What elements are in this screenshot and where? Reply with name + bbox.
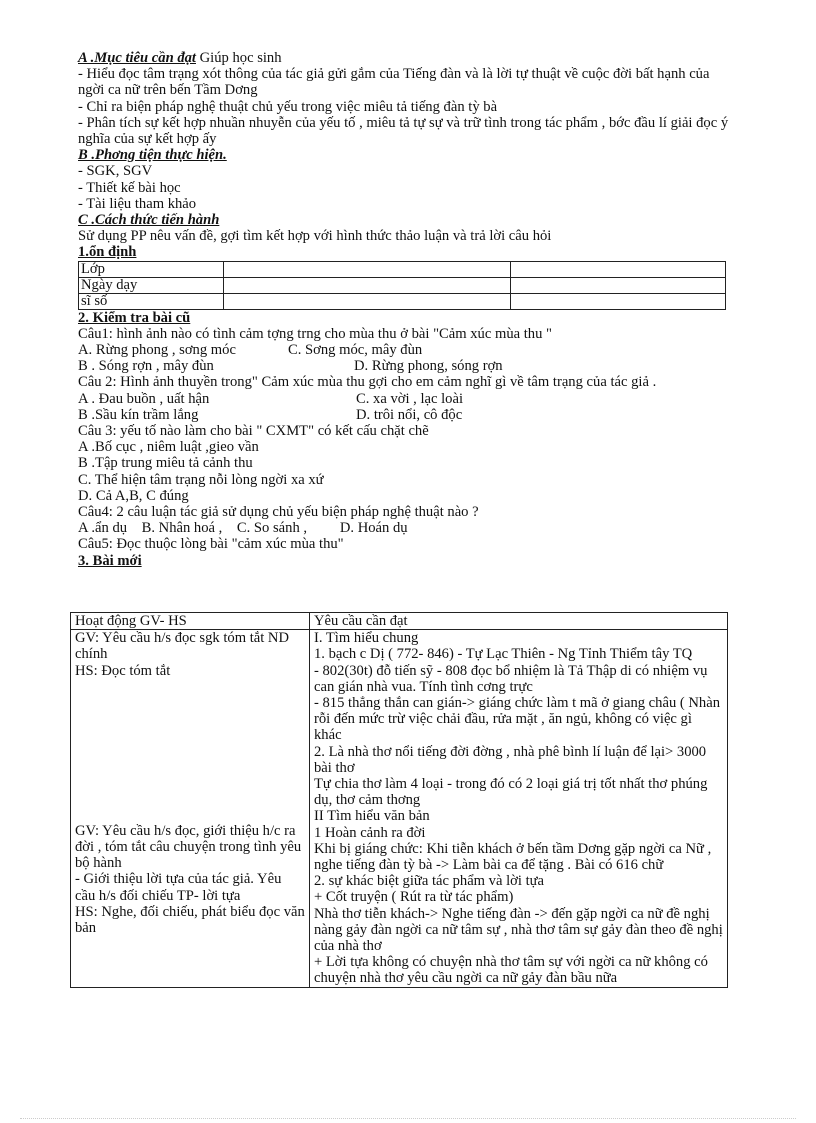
- requirement-cell: [310, 630, 728, 987]
- answer-option: C. Thể hiện tâm trạng nỗi lòng ngời xa xứ: [78, 471, 324, 488]
- page-footer-divider: [20, 1118, 796, 1119]
- answer-row: [78, 342, 730, 358]
- table-header-row: [71, 613, 728, 630]
- answer-option: B . Sóng rợn , mây đùn: [78, 358, 214, 375]
- activity-text: - Giới thiệu lời tựa của tác giả. Yêu cầu h/s đối chiếu TP- lời tựa: [75, 871, 282, 904]
- requirement-text: I. Tìm hiểu chung: [314, 630, 419, 647]
- requirement-text: Khi bị giáng chức: Khi tiễn khách ở bến tầm Dơng gặp ngời ca Nữ , nghe tiếng đàn tỳ bà -> Làm bài ca để tặng . Bài có 616 chữ: [314, 840, 712, 874]
- table-cell: [511, 293, 726, 309]
- answer-option: A .Bố cục , niêm luật ,gieo vần: [78, 439, 259, 456]
- section-a-item: - Hiểu đọc tâm trạng xót thông của tác giả gửi gắm của Tiếng đàn và là lời tự thuật về cuộc đời bất hạnh của ngời ca nữ trên bến Tầm Dơng: [78, 66, 710, 99]
- requirement-text: 1 Hoàn cảnh ra đời: [314, 824, 426, 841]
- row-label: Lớp: [79, 261, 224, 277]
- requirement-text: 1. bạch c Dị ( 772- 846) - Tự Lạc Thiên - Ng Tỉnh Thiểm tây TQ: [314, 646, 693, 663]
- answer-option: C. Sơng móc, mây đùn: [288, 342, 423, 359]
- activity-cell: [71, 630, 310, 987]
- class-info-table: [78, 261, 726, 310]
- requirement-text: Tự chia thơ làm 4 loại - trong đó có 2 loại giá trị tốt nhất thơ phúng dụ, thơ cảm thơng: [314, 776, 708, 809]
- section-b-item: - Thiết kế bài học: [78, 179, 181, 196]
- table-row: [79, 261, 726, 277]
- lesson-activity-table: [70, 612, 728, 988]
- table-row: [79, 293, 726, 309]
- section-b-heading: B .Phơng tiện thực hiện.: [78, 147, 227, 164]
- answer-option: B .Tập trung miêu tả cảnh thu: [78, 455, 253, 472]
- answer-option: D. Rừng phong, sóng rợn: [354, 358, 503, 375]
- spacer: [75, 679, 305, 765]
- requirement-text: - 815 thẳng thắn can gián-> giáng chức làm t mã ở giang châu ( Nhàn rỗi đến mức trừ việc chải đầu, rửa mặt , ăn ngủ, không có việc gì khác: [314, 695, 721, 744]
- activity-text: HS: Nghe, đối chiếu, phát biểu đọc văn bản: [75, 903, 305, 937]
- section-2-heading: 2. Kiểm tra bài cũ: [78, 309, 191, 326]
- requirement-text: II Tìm hiểu văn bản: [314, 808, 430, 825]
- requirement-text: 2. Là nhà thơ nổi tiếng đời đờng , nhà phê bình lí luận để lại> 3000 bài thơ: [314, 743, 707, 776]
- table-row: [79, 277, 726, 293]
- activity-text: HS: Đọc tóm tắt: [75, 662, 171, 679]
- section-a-item: - Chỉ ra biện pháp nghệ thuật chủ yếu trong việc miêu tả tiếng đàn tỳ bà: [78, 98, 498, 115]
- answer-row: A .ẩn dụ B. Nhân hoá , C. So sánh , D. Hoán dụ: [78, 520, 408, 537]
- requirement-text: + Cốt truyện ( Rút ra từ tác phẩm): [314, 889, 514, 906]
- section-b-item: - SGK, SGV: [78, 163, 153, 180]
- section-a-item: - Phân tích sự kết hợp nhuần nhuyễn của yếu tố , miêu tả tự sự và trữ tình trong tác phẩm , bớc đầu lí giải đọc ý nghĩa của sự kết hợp ấy: [78, 114, 729, 148]
- row-label: sĩ số: [79, 293, 224, 309]
- requirement-text: - 802(30t) đỗ tiến sỹ - 808 đọc bổ nhiệm là Tả Thập di có nhiệm vụ can gián nhà vua. Tính tình cơng trực: [314, 662, 708, 695]
- requirement-text: Nhà thơ tiễn khách-> Nghe tiếng đàn -> đến gặp ngời ca nữ đề nghị nàng gảy đàn ngời ca nữ tâm sự , nhà thơ tâm sự gảy đàn theo đề nghị của nhà thơ: [314, 905, 723, 955]
- table-row: [71, 630, 728, 987]
- answer-option: A. Rừng phong , sơng móc: [78, 342, 236, 359]
- question-1: Câu1: hình ảnh nào có tình cảm tợng trng cho mùa thu ở bài "Cảm xúc mùa thu ": [78, 325, 552, 342]
- activity-text: GV: Yêu cầu h/s đọc, giới thiệu h/c ra đời , tóm tắt câu chuyện trong tình yêu bộ hành: [75, 822, 302, 872]
- column-header: Hoạt động GV- HS: [71, 613, 310, 630]
- answer-row: [78, 391, 730, 407]
- answer-option: D. Cả A,B, C đúng: [78, 487, 189, 504]
- answer-option: A . Đau buồn , uất hận: [78, 390, 210, 407]
- table-cell: [511, 261, 726, 277]
- table-cell: [224, 277, 511, 293]
- section-c-heading: C .Cách thức tiến hành: [78, 212, 220, 229]
- section-1-heading: 1.ổn định: [78, 244, 137, 261]
- answer-row: [78, 358, 730, 374]
- table-cell: [224, 293, 511, 309]
- section-3-heading: 3. Bài mới: [78, 552, 142, 569]
- row-label: Ngày dạy: [79, 277, 224, 293]
- answer-option: C. xa vời , lạc loài: [356, 390, 464, 407]
- requirement-text: 2. sự khác biệt giữa tác phẩm và lời tựa: [314, 873, 545, 890]
- table-cell: [224, 261, 511, 277]
- answer-row: [78, 407, 730, 423]
- column-header: Yêu cầu cần đạt: [310, 613, 728, 630]
- section-b-item: - Tài liệu tham khảo: [78, 195, 197, 212]
- section-a-heading: A .Mục tiêu cần đạt Giúp học sinh: [78, 50, 282, 66]
- question-2: Câu 2: Hình ảnh thuyền trong" Cảm xúc mùa thu gợi cho em cảm nghĩ gì về tâm trạng của tác giả .: [78, 374, 657, 391]
- table-cell: [511, 277, 726, 293]
- lesson-plan-page: [78, 50, 730, 569]
- question-4: Câu4: 2 câu luận tác giả sử dụng chủ yếu biện pháp nghệ thuật nào ?: [78, 504, 479, 521]
- section-c-text: Sử dụng PP nêu vấn đề, gợi tìm kết hợp với hình thức thảo luận và trả lời câu hỏi: [78, 228, 552, 245]
- answer-option: D. trôi nổi, cô độc: [356, 406, 463, 423]
- spacer: [75, 765, 305, 823]
- requirement-text: + Lời tựa không có chuyện nhà thơ tâm sự với ngời ca nữ không có chuyện nhà thơ yêu cầu ngời ca nữ gảy đàn bầu nữa: [314, 954, 708, 987]
- answer-option: B .Sầu kín trầm lắng: [78, 406, 199, 423]
- question-5: Câu5: Đọc thuộc lòng bài "cảm xúc mùa thu": [78, 536, 344, 553]
- activity-text: GV: Yêu cầu h/s đọc sgk tóm tắt ND chính: [75, 630, 290, 663]
- question-3: Câu 3: yếu tố nào làm cho bài " CXMT" có kết cấu chặt chẽ: [78, 423, 429, 440]
